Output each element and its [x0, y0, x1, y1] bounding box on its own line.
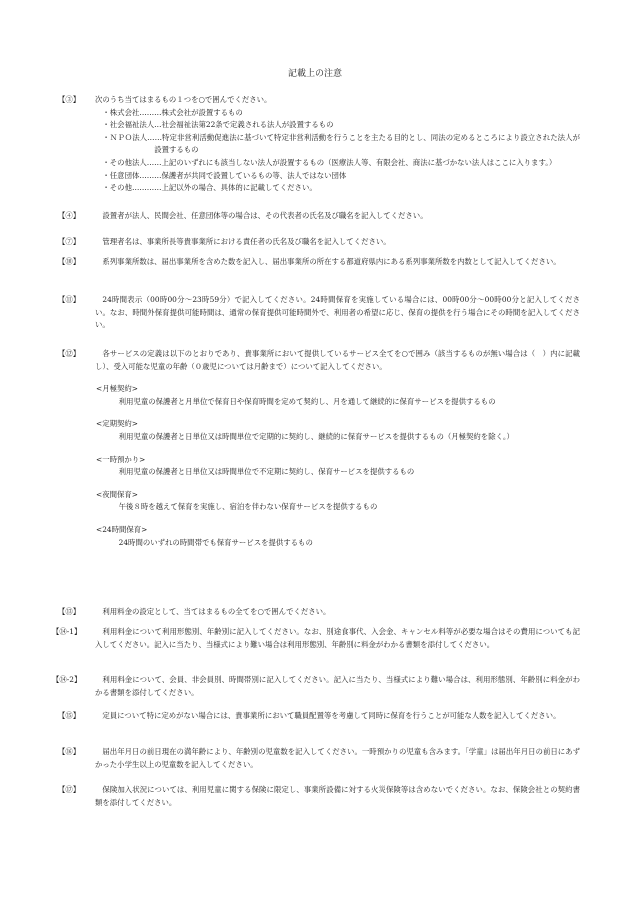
- section-label: 【⑰】: [58, 785, 81, 794]
- note-section-16: [58, 746, 580, 771]
- section-text: 利用料金について利用形態別、年齢別に記入してください。なお、別途食事代、入会金、キャンセル料等が必要な場合はその費用についても記入してください。記入に当たり、当様式により難い場合は利用形態別、年齢別に料金がわかる書類を添付してください。: [95, 627, 580, 649]
- section-label: 【⑭-1】: [52, 627, 82, 636]
- list-item: ・株式会社………株式会社が設置するもの: [102, 107, 243, 117]
- service-item: [95, 454, 580, 479]
- service-description: 利用児童の保護者と月単位で保育日や保育時間を定めて契約し、月を通して継続的に保育サービスを提供するもの: [118, 396, 496, 406]
- section-text: 管理者名は、事業所長等貴事業所における責任者の氏名及び職名を記入してください。: [102, 237, 391, 246]
- note-section-13: [58, 606, 580, 619]
- note-section-11: [58, 294, 580, 332]
- service-description: 利用児童の保護者と日単位又は時間単位で定期的に契約し、継続的に保育サービスを提供するもの（月極契約を除く。）: [118, 431, 514, 441]
- section-intro: 各サービスの定義は以下のとおりであり、貴事業所において提供しているサービス全てを○で囲み（該当するものが無い場合は（ ）内に記載し）、受入可能な児童の年齢（０歳児については月齢まで）について記入してください。: [95, 349, 580, 371]
- section-text: 利用料金の設定として、当てはまるもの全てを○で囲んでください。: [102, 607, 331, 616]
- section-text: 設置者が法人、民間会社、任意団体等の場合は、その代表者の氏名及び職名を記入してください。: [102, 211, 428, 220]
- section-label: 【③】: [58, 95, 81, 104]
- note-section-4: [58, 210, 580, 223]
- list-item: ・ＮＰＯ法人……特定非営利活動促進法に基づいて特定非営利活動を行うことを主たる目的とし、同法の定めるところにより設立された法人が設置するもの: [102, 132, 580, 155]
- section-text: 24時間表示（00時00分～23時59分）で記入してください。24時間保育を実施している場合には、00時00分～00時00分と記入してください。なお、時間外保育提供可能時間は、通常の保育提供可能時間外で、利用者の希望に応じ、保育の提供を行う場合にその時間を記入してください。: [95, 295, 580, 330]
- section-label: 【⑫】: [58, 349, 81, 358]
- service-name: <月極契約>: [96, 384, 138, 394]
- section-label: 【⑪】: [58, 295, 81, 304]
- service-item: [95, 524, 580, 549]
- section-label: 【④】: [58, 211, 81, 220]
- service-name: <一時預かり>: [96, 454, 146, 464]
- note-section-14-2: [52, 674, 580, 699]
- note-section-17: [58, 784, 580, 809]
- service-item: [95, 418, 580, 443]
- service-name: <24時間保育>: [96, 524, 148, 534]
- list-item: ・その他…………上記以外の場合、具体的に記載してください。: [102, 183, 317, 193]
- section-label: 【⑦】: [58, 237, 81, 246]
- service-name: <夜間保育>: [96, 489, 138, 499]
- note-section-12: [58, 348, 580, 549]
- section-text: 定員について特に定めがない場合には、貴事業所において職員配置等を考慮して同時に保育を行うことが可能な人数を記入してください。: [102, 711, 561, 720]
- section-label: 【⑩】: [58, 257, 81, 266]
- note-section-3: [58, 94, 580, 195]
- section-text: 利用料金について、会員、非会員別、時間帯別に記入してください。記入に当たり、当様式により難い場合は、利用形態別、年齢別に料金がわかる書類を添付してください。: [95, 675, 580, 697]
- service-description: 午後８時を越えて保育を実施し、宿泊を伴わない保育サービスを提供するもの: [118, 502, 378, 512]
- section-label: 【⑯】: [58, 747, 81, 756]
- list-item: ・社会福祉法人…社会福祉法第22条で定義される法人が設置するもの: [102, 120, 334, 130]
- service-item: [95, 489, 580, 514]
- list-item: ・任意団体………保護者が共同で設置しているもの等、法人ではない団体: [102, 170, 347, 180]
- service-description: 利用児童の保護者と日単位又は時間単位で不定期に契約し、保育サービスを提供するもの: [118, 467, 415, 477]
- note-section-15: [58, 710, 580, 723]
- section-text: 保険加入状況については、利用児童に関する保険に限定し、事業所設備に対する火災保険等は含めないでください。なお、保険会社との契約書類を添付してください。: [95, 785, 580, 807]
- note-section-7: [58, 236, 580, 249]
- section-label: 【⑭-2】: [52, 675, 82, 684]
- section-text: 系列事業所数は、届出事業所を含めた数を記入し、届出事業所の所在する都道府県内にある系列事業所数を内数として記入してください。: [102, 257, 561, 266]
- note-section-14-1: [52, 626, 580, 651]
- service-item: [95, 383, 580, 408]
- service-name: <定期契約>: [96, 419, 138, 429]
- page-title: 記載上の注意: [287, 69, 342, 79]
- section-label: 【⑬】: [58, 607, 81, 616]
- service-description: 24時間のいずれの時間帯でも保育サービスを提供するもの: [118, 537, 313, 547]
- section-text: 届出年月日の前日現在の満年齢により、年齢別の児童数を記入してください。一時預かりの児童も含みます。「学童」は届出年月日の前日にあずかった小学生以上の児童数を記入してください。: [95, 747, 580, 769]
- section-label: 【⑮】: [58, 711, 81, 720]
- section-intro: 次のうち当てはまるもの１つを○で囲んでください。: [95, 95, 272, 104]
- note-section-10: [58, 256, 580, 269]
- list-item: ・その他法人……上記のいずれにも該当しない法人が設置するもの（医療法人等、有限会社、商法に基づかない法人はここに入ります。）: [102, 157, 557, 167]
